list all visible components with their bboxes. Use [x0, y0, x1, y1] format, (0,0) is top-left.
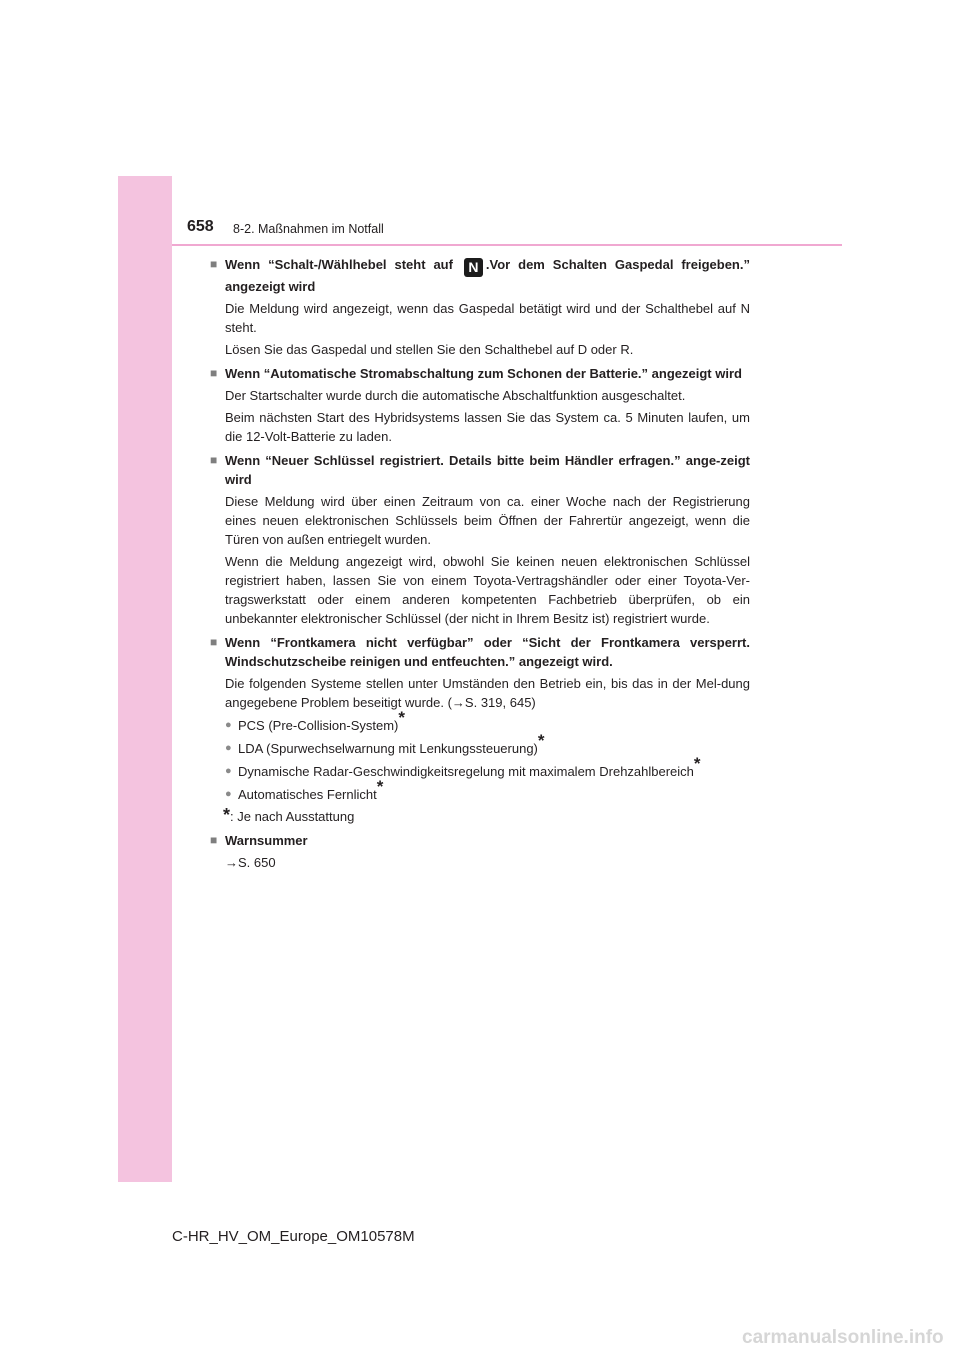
footnote-marker: * [376, 776, 384, 796]
round-bullet-icon: ● [225, 788, 232, 800]
gear-n-icon: N [464, 258, 483, 277]
page-reference: →S. 650 [225, 855, 276, 870]
section-heading: ■ Warnsummer [210, 833, 308, 848]
round-bullet-icon: ● [225, 765, 232, 777]
list-item: ● PCS (Pre-Collision-System)* [225, 707, 405, 733]
paragraph: Beim nächsten Start des Hybridsystems lassen Sie das System ca. 5 Minuten laufen, um die 12-Volt-Batterie zu laden. [225, 410, 750, 444]
footnote-marker: * [398, 707, 405, 727]
square-bullet-icon: ■ [210, 635, 218, 649]
paragraph: Die folgenden Systeme stellen unter Umständen den Betrieb ein, bis das in der Mel-dung angegebene Problem beseitigt wurde. (→S. 319, 645) [225, 676, 750, 710]
paragraph: Wenn die Meldung angezeigt wird, obwohl Sie keinen neuen elektronischen Schlüssel registriert haben, lassen Sie von einem Toyota-Vertragshändler oder einer Toyota-Ver-tragswerkstatt oder einem anderen kompetenten Fachbetrieb überprüfen, ob ein unbekannter elektronischer Schlüssel (der nicht in Ihrem Besitz ist) registriert wurde. [225, 554, 750, 626]
document-footer: C-HR_HV_OM_Europe_OM10578M [172, 1228, 415, 1245]
square-bullet-icon: ■ [210, 366, 218, 380]
list-item: ● LDA (Spurwechselwarnung mit Lenkungssteuerung)* [225, 730, 545, 756]
header-rule [172, 244, 842, 246]
footnote: *: Je nach Ausstattung [223, 805, 355, 825]
list-item: ● Dynamische Radar-Geschwindigkeitsregelung mit maximalem Drehzahlbereich* [225, 753, 701, 779]
footnote-marker: * [693, 753, 701, 773]
round-bullet-icon: ● [225, 719, 232, 731]
paragraph: Der Startschalter wurde durch die automatische Abschaltfunktion ausgeschaltet. [225, 388, 686, 403]
square-bullet-icon: ■ [210, 453, 218, 467]
paragraph: Die Meldung wird angezeigt, wenn das Gaspedal betätigt wird und der Schalthebel auf N steht. [225, 301, 750, 335]
page-content [210, 255, 750, 872]
paragraph: Lösen Sie das Gaspedal und stellen Sie den Schalthebel auf D oder R. [225, 342, 634, 357]
paragraph: Diese Meldung wird über einen Zeitraum von ca. einer Woche nach der Registrierung eines neuen elektronischen Schlüssels beim Öffnen der Fahrertür angezeigt, wenn die Türen von außen entriegelt wurden. [225, 494, 750, 547]
section-heading: ■ Wenn “Neuer Schlüssel registriert. Details bitte beim Händler erfragen.” ange-zeigt wird [210, 453, 750, 487]
footnote-marker: * [537, 730, 545, 750]
section-heading: ■ Wenn “Frontkamera nicht verfügbar” oder “Sicht der Frontkamera versperrt. Windschutzscheibe reinigen und entfeuchten.” angezeigt wird. [210, 635, 750, 669]
section-heading: ■ Wenn “Schalt-/Wählhebel steht auf N .Vor dem Schalten Gaspedal freigeben.” angezeigt wird [210, 257, 750, 294]
footnote-marker: * [223, 805, 231, 825]
list-item: ● Automatisches Fernlicht* [225, 776, 384, 802]
page-sidebar-tab [118, 176, 172, 1182]
page-number: 658 [187, 218, 214, 235]
round-bullet-icon: ● [225, 742, 232, 754]
section-heading: ■ Wenn “Automatische Stromabschaltung zum Schonen der Batterie.” angezeigt wird [210, 366, 742, 381]
square-bullet-icon: ■ [210, 257, 218, 271]
watermark: carmanualsonline.info [742, 1327, 944, 1348]
section-title: 8-2. Maßnahmen im Notfall [233, 222, 384, 236]
square-bullet-icon: ■ [210, 833, 218, 847]
